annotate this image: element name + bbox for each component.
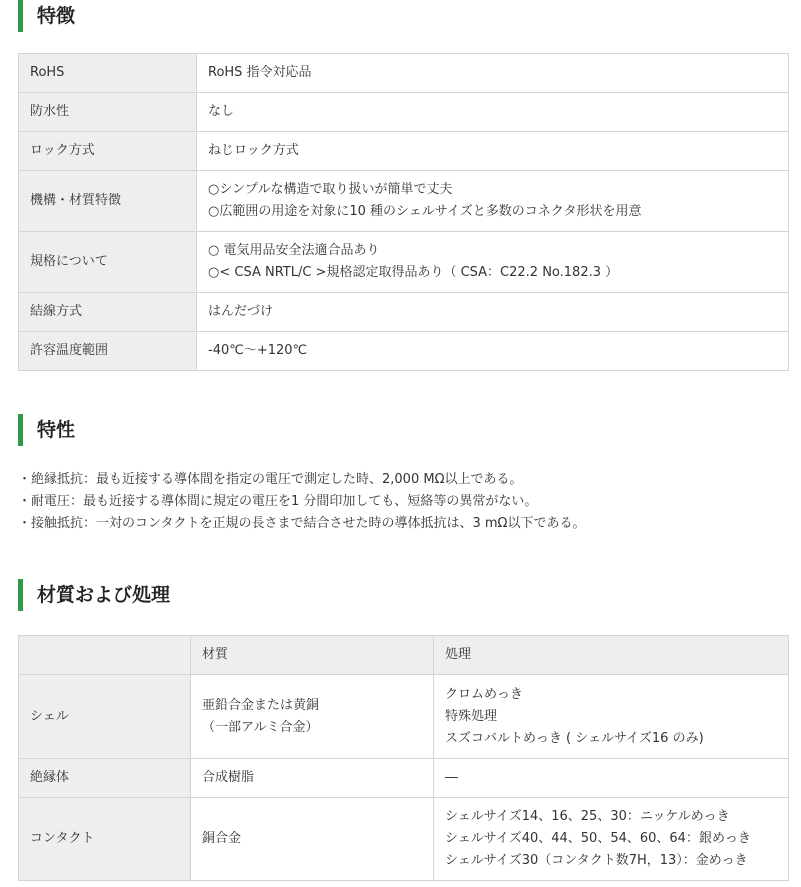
row-label-rohs: RoHS: [19, 54, 197, 93]
row-value-temperature: [197, 332, 789, 371]
value-line: RoHS 指令対応品: [208, 65, 312, 80]
row-value-rohs: [197, 54, 789, 93]
treatment-insulator: [434, 759, 789, 798]
value-line: シェルサイズ14、16、25、30：ニッケルめっき: [445, 809, 730, 824]
value-line: ○シンプルな構造で取り扱いが簡単で丈夫: [208, 182, 453, 197]
features-table: [18, 53, 789, 371]
characteristics-list: [18, 469, 585, 535]
row-value-lock-type: [197, 132, 789, 171]
row-label-standards: 規格について: [19, 232, 197, 293]
value-line: -40℃～+120℃: [208, 343, 308, 358]
list-item: ・接触抵抗：一対のコンタクトを正規の長さまで結合させた時の導体抵抗は、3 mΩ以下である。: [18, 516, 586, 531]
row-value-mechanism: [197, 171, 789, 232]
table-row: [19, 759, 789, 798]
material-shell: [191, 675, 434, 759]
table-row: [19, 675, 789, 759]
table-row: [19, 332, 789, 371]
value-line: ―: [445, 770, 458, 785]
value-line: 合成樹脂: [202, 770, 255, 785]
row-label-lock-type: ロック方式: [19, 132, 197, 171]
header-empty: [19, 636, 191, 675]
value-line: はんだづけ: [208, 304, 274, 319]
list-item: ・耐電圧：最も近接する導体間に規定の電圧を1 分間印加しても、短絡等の異常がない。: [18, 494, 538, 509]
value-line: スズコバルトめっき ( シェルサイズ16 のみ): [445, 730, 704, 746]
header-treatment: 処理: [434, 636, 789, 675]
value-line: なし: [208, 104, 235, 119]
materials-table: [18, 635, 789, 881]
part-contact: コンタクト: [19, 798, 191, 881]
value-line: ○広範囲の用途を対象に10 種のシェルサイズと多数のコネクタ形状を用意: [208, 204, 642, 219]
table-row: [19, 798, 789, 881]
row-value-waterproof: [197, 93, 789, 132]
value-line: ○ 電気用品安全法適合品あり: [208, 243, 380, 258]
table-row: [19, 132, 789, 171]
table-row: [19, 93, 789, 132]
material-contact: [191, 798, 434, 881]
header-material: 材質: [191, 636, 434, 675]
value-line: 亜鉛合金または黄銅: [202, 697, 320, 713]
material-insulator: [191, 759, 434, 798]
value-line: （一部アルミ合金）: [202, 719, 319, 735]
row-label-temperature: 許容温度範囲: [19, 332, 197, 371]
table-row: [19, 54, 789, 93]
row-label-wiring: 結線方式: [19, 293, 197, 332]
value-line: ○< CSA NRTL/C >規格認定取得品あり（ CSA：C22.2 No.182.3 ）: [208, 265, 619, 280]
value-line: シェルサイズ30（コンタクト数7H，13）：金めっき: [445, 853, 748, 868]
row-value-wiring: [197, 293, 789, 332]
materials-heading: 材質および処理: [18, 579, 170, 611]
part-insulator: 絶縁体: [19, 759, 191, 798]
features-heading: 特徴: [18, 0, 75, 32]
treatment-shell: [434, 675, 789, 759]
value-line: 銅合金: [202, 831, 242, 846]
row-label-mechanism: 機構・材質特徴: [19, 171, 197, 232]
list-item: ・絶縁抵抗：最も近接する導体間を指定の電圧で測定した時、2,000 MΩ以上である。: [18, 472, 523, 487]
value-line: シェルサイズ40、44、50、54、60、64：銀めっき: [445, 831, 751, 846]
characteristics-heading: 特性: [18, 414, 75, 446]
value-line: ねじロック方式: [208, 143, 299, 158]
part-shell: シェル: [19, 675, 191, 759]
row-label-waterproof: 防水性: [19, 93, 197, 132]
treatment-contact: [434, 798, 789, 881]
table-header-row: [19, 636, 789, 675]
table-row: [19, 293, 789, 332]
table-row: [19, 232, 789, 293]
table-row: [19, 171, 789, 232]
value-line: 特殊処理: [445, 708, 498, 724]
row-value-standards: [197, 232, 789, 293]
value-line: クロムめっき: [445, 686, 523, 702]
